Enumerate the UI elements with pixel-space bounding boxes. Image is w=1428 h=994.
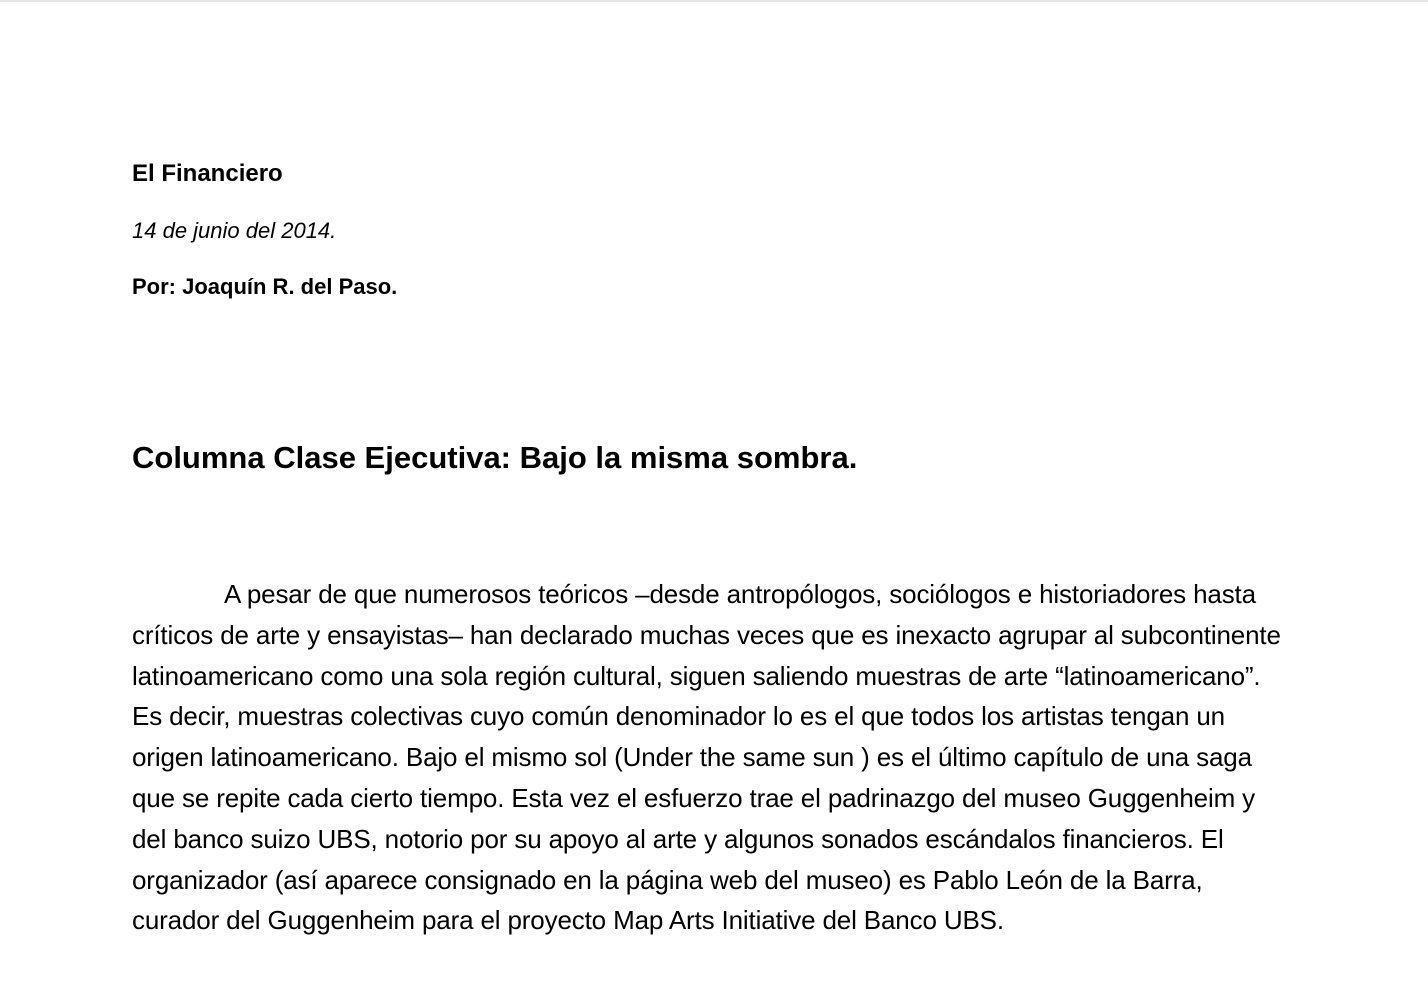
page-top-edge bbox=[0, 0, 1428, 2]
publication-date: 14 de junio del 2014. bbox=[132, 218, 337, 243]
article-body-paragraph: A pesar de que numerosos teóricos –desde antropólogos, sociólogos e historiadores hasta críticos de arte y ensayistas– han declarado muchas veces que es inexacto agrupar al subcontinente latinoamericano como una sola región cultural, siguen saliendo muestras de arte “latinoamericano”. Es decir, muestras colectivas cuyo común denominador lo es el que todos los artistas tengan un origen latinoamericano. Bajo el mismo sol (Under the same sun ) es el último capítulo de una saga que se repite cada cierto tiempo. Esta vez el esfuerzo trae el padrinazgo del museo Guggenheim y del banco suizo UBS, notorio por su apoyo al arte y algunos sonados escándalos financieros. El organizador (así aparece consignado en la página web del museo) es Pablo León de la Barra, curador del Guggenheim para el proyecto Map Arts Initiative del Banco UBS. bbox=[132, 579, 1281, 936]
publication-name: El Financiero bbox=[132, 160, 283, 187]
author-byline: Por: Joaquín R. del Paso. bbox=[132, 274, 398, 299]
article-headline: Columna Clase Ejecutiva: Bajo la misma sombra. bbox=[132, 440, 858, 475]
